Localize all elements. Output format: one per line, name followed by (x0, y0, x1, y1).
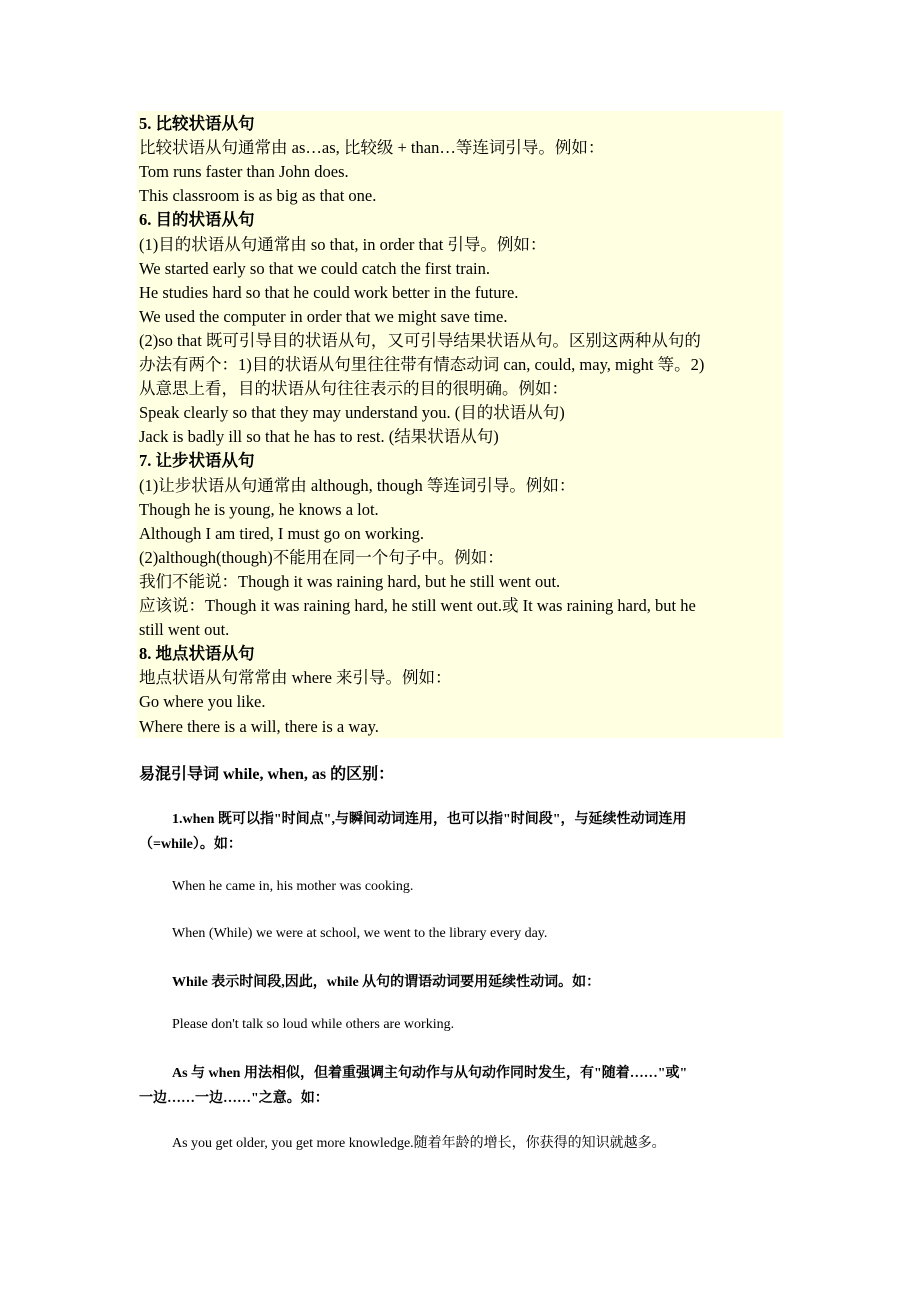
text-line: (2)so that 既可引导目的状语从句，又可引导结果状语从句。区别这两种从句的 (139, 330, 701, 350)
as-rule-line-2: 一边……一边……"之意。如： (139, 1091, 329, 1106)
text-line: 比较状语从句通常由 as…as, 比较级 + than…等连词引导。例如： (139, 138, 605, 158)
text-line: 应该说：Though it was raining hard, he still went out.或 It was raining hard, but he (139, 596, 696, 615)
text-line: Tom runs faster than John does. (139, 162, 349, 182)
section-title: 7. 让步状语从句 (139, 451, 255, 471)
text-line: (1)让步状语从句通常由 although, though 等连词引导。例如： (139, 475, 576, 495)
text-line: This classroom is as big as that one. (139, 186, 377, 206)
section-heading: 易混引导词 while, when, as 的区别： (139, 766, 395, 783)
text-line: Although I am tired, I must go on working. (139, 523, 425, 543)
example-while: Please don't talk so loud while others are working. (172, 1017, 455, 1032)
text-line: Go where you like. (139, 692, 266, 712)
as-rule-line-1: As 与 when 用法相似，但着重强调主句动作与从句动作同时发生，有"随着……"或" (172, 1066, 688, 1081)
example-when-2: When (While) we were at school, we went to the library every day. (172, 926, 548, 941)
text-line: We used the computer in order that we might save time. (139, 306, 508, 326)
text-line: (2)although(though)不能用在同一个句子中。例如： (139, 547, 504, 567)
text-line: 办法有两个：1)目的状语从句里往往带有情态动词 can, could, may, might 等。2) (139, 355, 705, 374)
example-when-1: When he came in, his mother was cooking. (172, 879, 414, 894)
section-title: 8. 地点状语从句 (139, 644, 255, 664)
section-title: 5. 比较状语从句 (139, 114, 255, 133)
while-rule: While 表示时间段,因此，while 从句的谓语动词要用延续性动词。如： (172, 975, 601, 990)
text-line: Speak clearly so that they may understand you. (目的状语从句) (139, 403, 565, 423)
text-line: We started early so that we could catch the first train. (139, 258, 490, 278)
text-line: Jack is badly ill so that he has to rest. (结果状语从句) (139, 427, 499, 447)
when-rule-line-1: 1.when 既可以指"时间点",与瞬间动词连用，也可以指"时间段"，与延续性动词连用 (172, 812, 687, 827)
text-line: 地点状语从句常常由 where 来引导。例如： (139, 668, 452, 688)
text-line: He studies hard so that he could work better in the future. (139, 282, 519, 302)
when-rule-line-2: （=while）。如： (139, 837, 242, 852)
example-as: As you get older, you get more knowledge.随着年龄的增长，你获得的知识就越多。 (172, 1136, 666, 1151)
text-line: still went out. (139, 620, 230, 640)
text-line: Where there is a will, there is a way. (139, 716, 379, 736)
text-line: 从意思上看，目的状语从句往往表示的目的很明确。例如： (139, 379, 568, 399)
section-title: 6. 目的状语从句 (139, 210, 255, 230)
text-line: Though he is young, he knows a lot. (139, 499, 379, 519)
text-line: (1)目的状语从句通常由 so that, in order that 引导。例如： (139, 234, 547, 254)
text-line: 我们不能说：Though it was raining hard, but he still went out. (139, 571, 561, 591)
